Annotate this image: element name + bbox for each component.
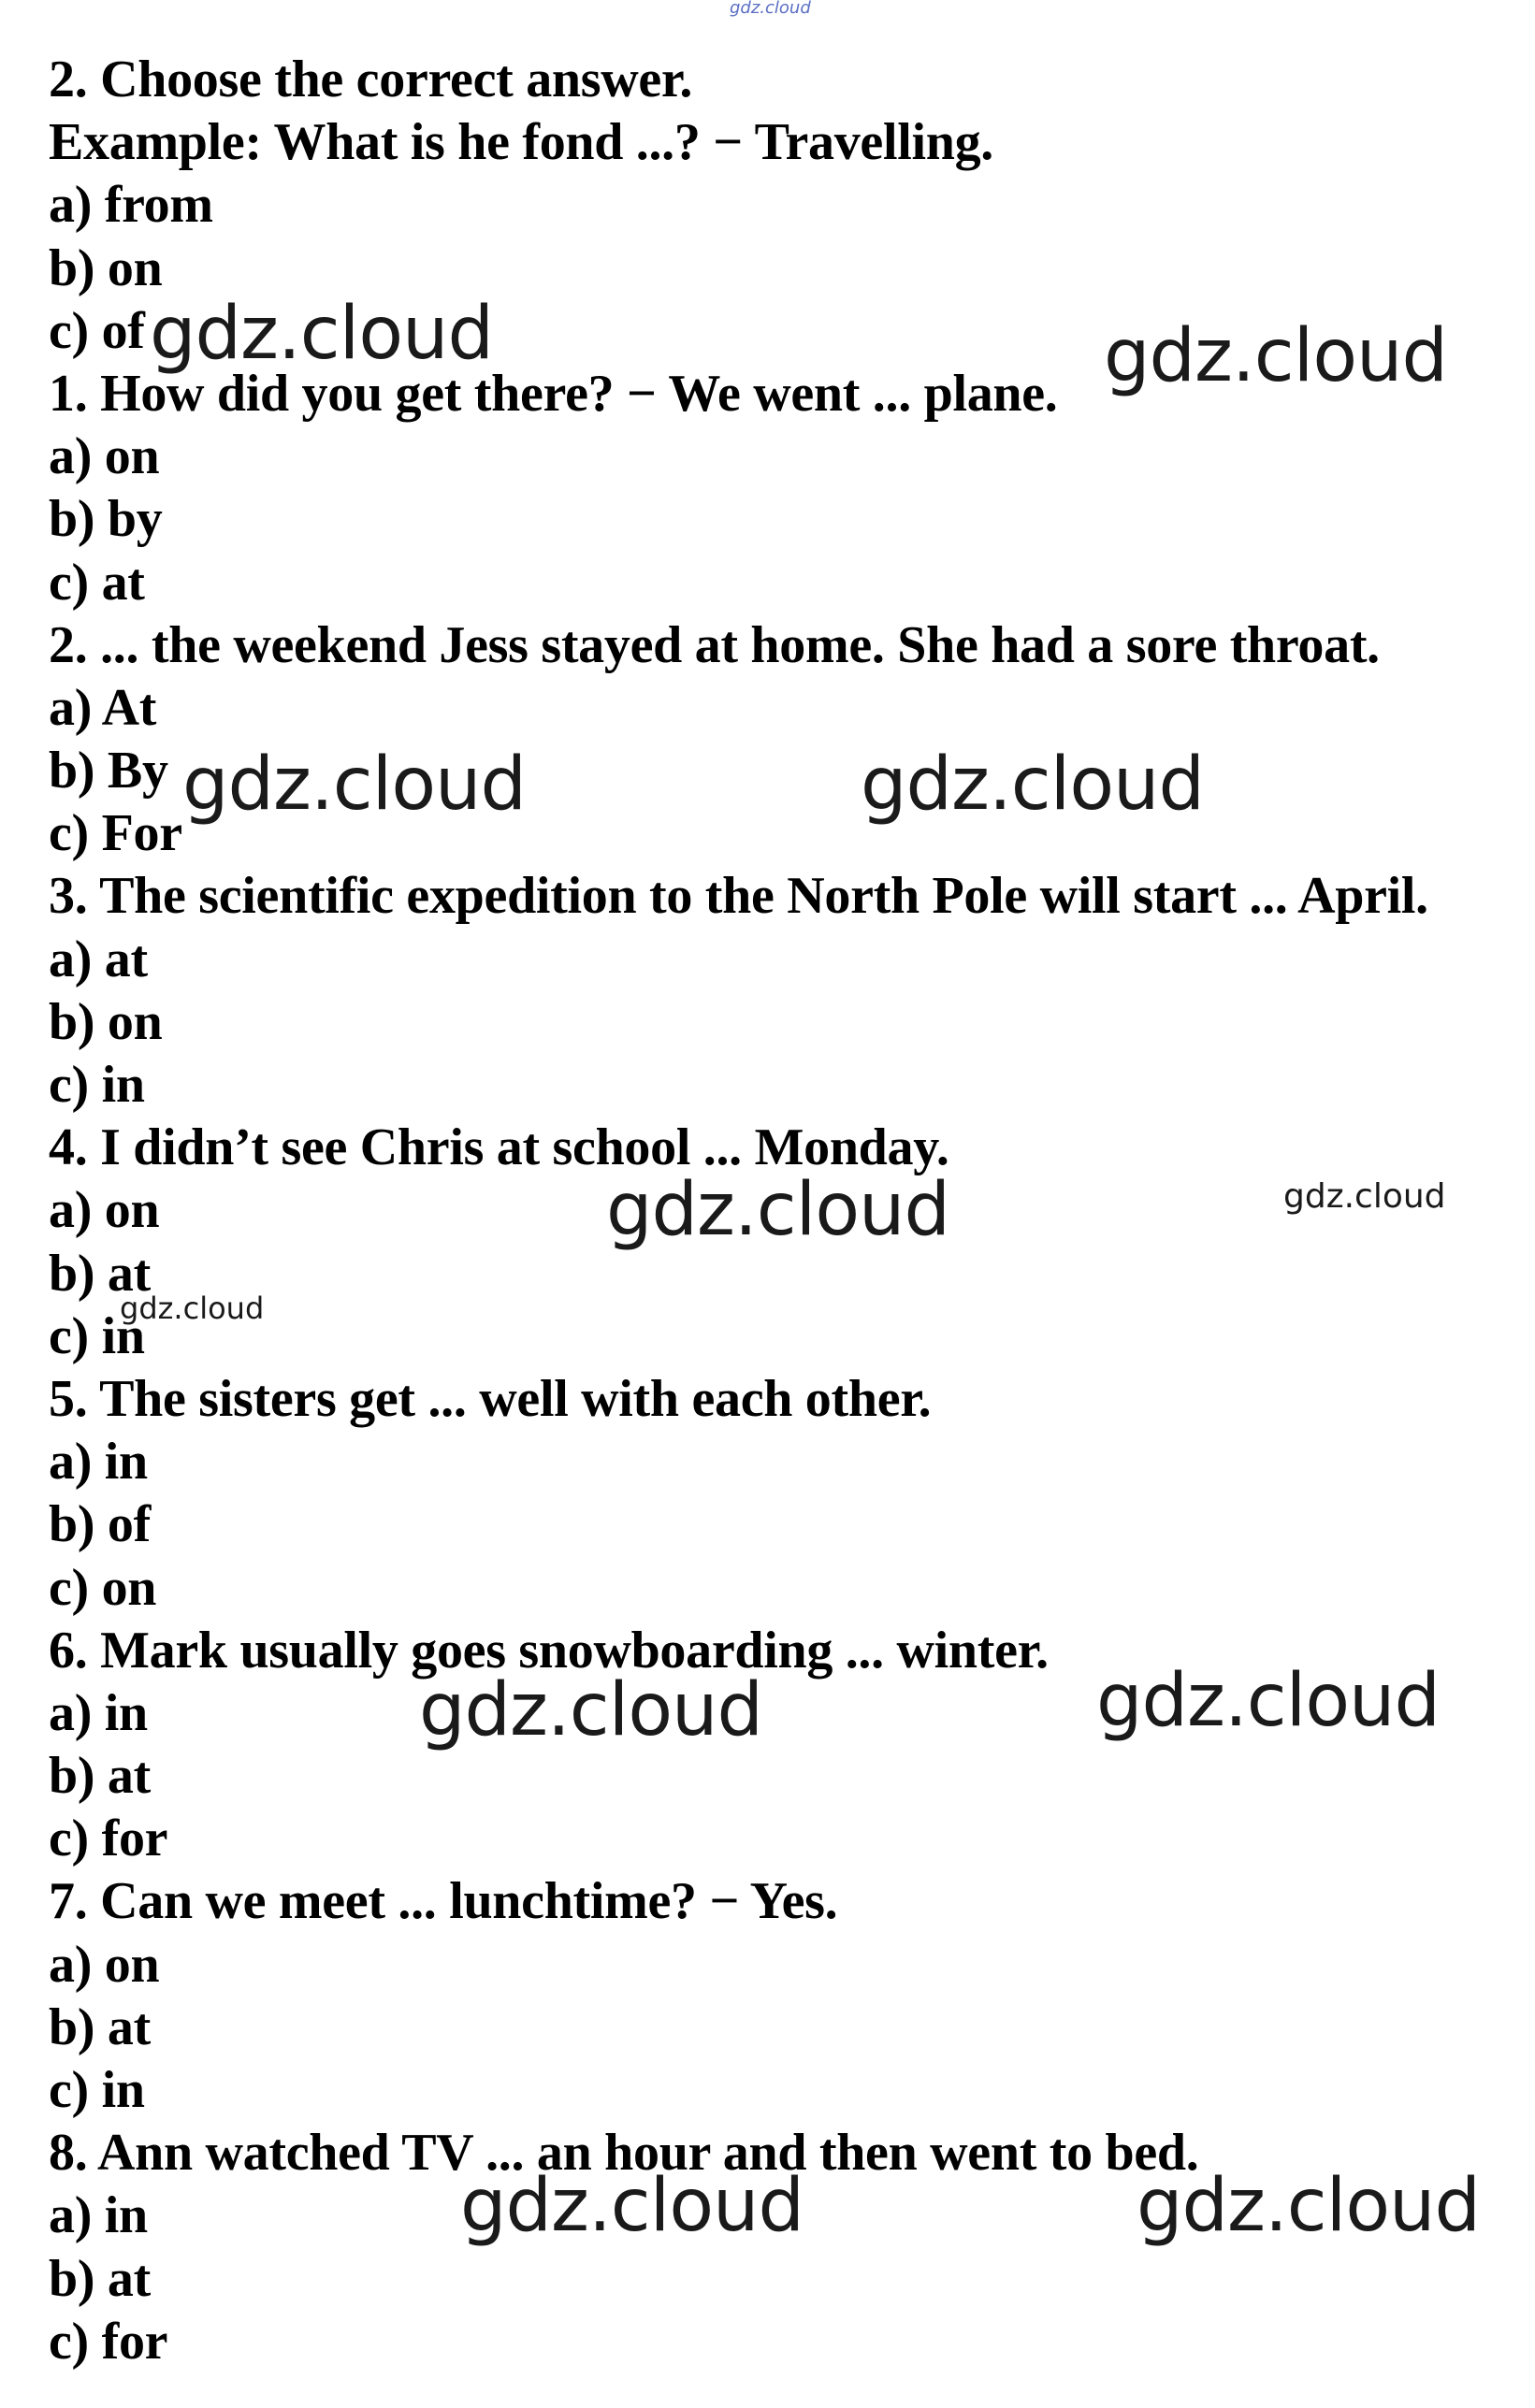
question-8-option-c: c) for <box>49 2312 168 2371</box>
watermark-7: gdz.cloud <box>120 1291 265 1326</box>
question-8-option-b: b) at <box>49 2249 151 2308</box>
watermark-9: gdz.cloud <box>1096 1659 1440 1743</box>
question-1: 1. How did you get there? − We went ... plane. <box>49 364 1058 423</box>
question-3-option-c: c) in <box>49 1056 145 1114</box>
question-5: 5. The sisters get ... well with each other. <box>49 1369 932 1428</box>
watermark-1: gdz.cloud <box>150 292 493 376</box>
watermark-11: gdz.cloud <box>1137 2164 1480 2248</box>
watermark-10: gdz.cloud <box>460 2164 804 2248</box>
question-6-option-a: a) in <box>49 1683 148 1742</box>
question-4-option-a: a) on <box>49 1181 160 1240</box>
watermark-6: gdz.cloud <box>1283 1177 1446 1216</box>
question-8-option-a: a) in <box>49 2186 148 2245</box>
exercise-title: 2. Choose the correct answer. <box>49 50 693 108</box>
question-7: 7. Can we meet ... lunchtime? − Yes. <box>49 1872 838 1931</box>
watermark-2: gdz.cloud <box>1104 314 1447 398</box>
question-8: 8. Ann watched TV ... an hour and then went to bed. <box>49 2124 1199 2183</box>
question-6-option-b: b) at <box>49 1747 151 1806</box>
question-2-option-c: c) For <box>49 804 182 863</box>
example-option-c: c) of <box>49 301 145 360</box>
question-2: 2. ... the weekend Jess stayed at home. She had a sore throat. <box>49 615 1380 674</box>
question-1-option-c: c) at <box>49 553 145 612</box>
question-5-option-a: a) in <box>49 1433 148 1492</box>
question-1-option-a: a) on <box>49 427 160 486</box>
watermark-8: gdz.cloud <box>419 1668 762 1752</box>
example-option-a: a) from <box>49 176 213 235</box>
watermark-top: gdz.cloud <box>730 0 811 18</box>
question-7-option-c: c) in <box>49 2061 145 2119</box>
watermark-5: gdz.cloud <box>606 1168 949 1252</box>
question-6-option-c: c) for <box>49 1810 168 1868</box>
question-5-option-b: b) of <box>49 1495 151 1554</box>
question-6: 6. Mark usually goes snowboarding ... winter. <box>49 1621 1049 1680</box>
question-2-option-a: a) At <box>49 678 157 737</box>
example-option-b: b) on <box>49 238 163 297</box>
watermark-3: gdz.cloud <box>182 743 526 827</box>
question-1-option-b: b) by <box>49 490 163 549</box>
question-4: 4. I didn’t see Chris at school ... Monday. <box>49 1118 949 1177</box>
question-5-option-c: c) on <box>49 1558 157 1617</box>
question-7-option-b: b) at <box>49 1997 151 2056</box>
question-4-option-c: c) in <box>49 1306 145 1365</box>
question-7-option-a: a) on <box>49 1935 160 1994</box>
question-3-option-a: a) at <box>49 930 148 988</box>
question-3: 3. The scientific expedition to the North Pole will start ... April. <box>49 867 1428 926</box>
example-question: Example: What is he fond ...? − Travelling. <box>49 113 994 172</box>
question-3-option-b: b) on <box>49 992 163 1051</box>
question-4-option-b: b) at <box>49 1244 151 1303</box>
question-2-option-b: b) By <box>49 742 168 800</box>
watermark-4: gdz.cloud <box>861 743 1204 827</box>
